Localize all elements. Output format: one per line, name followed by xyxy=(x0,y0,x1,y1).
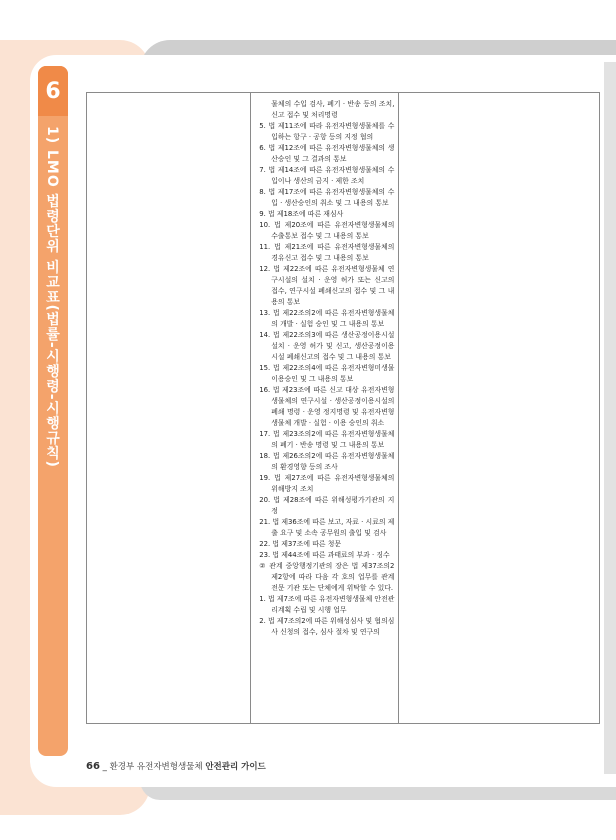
list-item: 23. 법 제44조에 따른 과태료의 부과 · 징수 xyxy=(259,551,390,559)
list-item: 19. 법 제27조에 따른 유전자변형생물체의 위해방지 조치 xyxy=(259,474,395,493)
chapter-title: 1) LMO 법령단위 비교표(법률-시행령-시행규칙) xyxy=(44,126,60,468)
comparison-table xyxy=(86,92,600,724)
list-item: 2. 법 제7조의2에 따른 위해성심사 및 협의심사 신청의 접수, 심사 절차 및 연구의 xyxy=(259,617,395,636)
list-item: 22. 법 제37조에 따른 청문 xyxy=(259,540,342,548)
rule-column-cell xyxy=(399,93,600,724)
list-item: 8. 법 제17조에 따른 유전자변형생물체의 수입 · 생산승인의 취소 및 그 내용의 통보 xyxy=(259,188,395,207)
list-item: 7. 법 제14조에 따른 유전자변형생물체의 수입이나 생산의 금지 · 제한 조치 xyxy=(259,166,395,185)
law-column-cell xyxy=(87,93,251,724)
list-item: 15. 법 제22조의4에 따른 유전자변형미생물 이용승인 및 그 내용의 통보 xyxy=(259,364,395,383)
footer-separator: _ xyxy=(102,762,107,772)
list-item: 20. 법 제28조에 따른 위해성평가기관의 지정 xyxy=(259,496,395,515)
list-item: 21. 법 제36조에 따른 보고, 자료 · 시료의 제출 요구 및 소속 공무원의 출입 및 검사 xyxy=(259,518,395,537)
page-footer xyxy=(86,760,266,772)
list-item: ② 관계 중앙행정기관의 장은 법 제37조의2 제2항에 따라 다음 각 호의 업무를 관계 전문 기관 또는 단체에게 위탁할 수 있다. xyxy=(259,562,395,592)
book-title: 환경부 유전자변형생물체 xyxy=(109,762,203,772)
list-item: 5. 법 제11조에 따라 유전자변형생물체를 수입하는 항구 · 공항 등의 지정 협의 xyxy=(259,122,395,141)
list-item: 물체의 수입 검사, 폐기 · 반송 등의 조치, 신고 접수 및 처리명령 xyxy=(271,100,395,119)
list-item: 12. 법 제22조에 따른 유전자변형생물체 연구시설의 설치 · 운영 허가 또는 신고의 접수, 연구시설 폐쇄신고의 접수 및 그 내용의 통보 xyxy=(259,265,395,306)
list-item: 6. 법 제12조에 따른 유전자변형생물체의 생산승인 및 그 결과의 통보 xyxy=(259,144,395,163)
list-item: 10. 법 제20조에 따른 유전자변형생물체의 수출통보 접수 및 그 내용의 통보 xyxy=(259,221,395,240)
book-title-bold: 안전관리 가이드 xyxy=(205,762,266,772)
list-item: 16. 법 제23조에 따른 신고 대상 유전자변형생물체의 연구시설 · 생산공정이용시설의 폐쇄 명령 · 운영 정지명령 및 유전자변형생물체 개발 · 실험 · 이용 승인의 취소 xyxy=(259,386,395,427)
list-item: 18. 법 제26조의2에 따른 유전자변형생물체의 환경영향 등의 조사 xyxy=(259,452,395,471)
list-item: 14. 법 제22조의3에 따른 생산공정이용시설 설치 · 운영 허가 및 신고, 생산공정이용시설 폐쇄신고의 접수 및 그 내용의 통보 xyxy=(259,331,395,361)
list-item: 1. 법 제7조에 따른 유전자변형생물체 안전관리계획 수립 및 시행 업무 xyxy=(259,595,395,614)
list-item: 13. 법 제22조의2에 따른 유전자변형생물체의 개발 · 실험 승인 및 그 내용의 통보 xyxy=(259,309,395,328)
chapter-number-box xyxy=(38,66,68,116)
decree-column-cell xyxy=(251,93,399,724)
list-item: 11. 법 제21조에 따른 유전자변형생물체의 경유신고 접수 및 그 내용의 통보 xyxy=(259,243,395,262)
page-number: 66 xyxy=(86,761,100,772)
list-item: 17. 법 제23조의2에 따른 유전자변형생물체의 폐기 · 반송 명령 및 그 내용의 통보 xyxy=(259,430,395,449)
decree-item-list xyxy=(251,93,398,638)
chapter-number: 6 xyxy=(45,78,61,104)
page-edge xyxy=(604,62,616,774)
list-item: 9. 법 제18조에 따른 재심사 xyxy=(259,210,344,218)
